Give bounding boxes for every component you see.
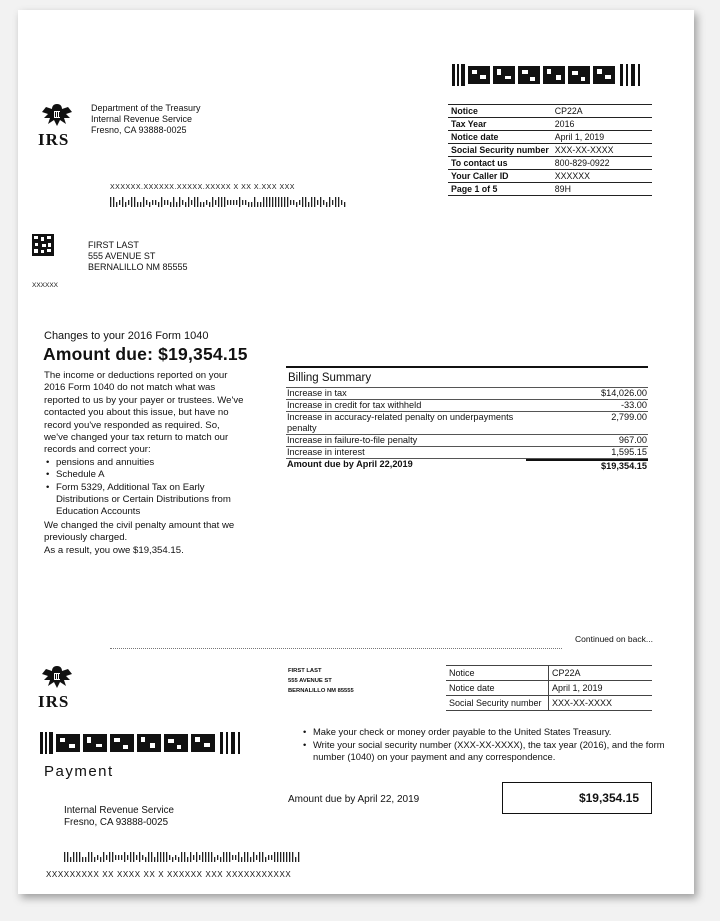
postal-bar [244,852,245,862]
postal-bar [113,197,114,207]
notice-row-label: Tax Year [448,118,552,131]
payment-title: Payment [44,763,114,780]
postal-bar [122,197,123,207]
billing-row [286,447,648,459]
mail-code: XXXXXX.XXXXXX.XXXXX.XXXXX X XX X.XXX XXX [110,184,295,191]
billing-row-label: Increase in interest [287,447,365,457]
postal-bar [338,197,339,207]
postal-bar [179,197,180,207]
postal-bar [70,857,71,862]
postal-bar [175,855,176,860]
postal-bar [250,857,251,862]
instruction-item: • Write your social security number (XXX-XX-XXXX), the tax year (2016), and the form number (1040) on your payment and any correspondence. [313,739,665,764]
stub-barcode-graphic [40,732,244,754]
billing-summary-title: Billing Summary [286,366,648,388]
postal-bar [269,197,270,207]
postal-bar [76,852,77,862]
postal-bar [251,202,252,207]
postal-bar [173,197,174,207]
postal-barcode [110,194,350,212]
postal-bar [223,852,224,862]
postal-bar [289,852,290,862]
irs-logo-text: IRS [38,130,70,149]
billing-row-amount: 2,799.00 [611,412,647,422]
postal-bar [218,197,219,207]
postal-bar [215,200,216,205]
postal-bar [143,197,144,207]
postal-bar [199,855,200,860]
postal-bar [97,855,98,860]
postal-bar [64,852,65,862]
stub-due-amount: $19,354.15 [578,791,639,805]
postal-bar [287,197,288,207]
postal-bar [196,852,197,862]
postal-bar [193,855,194,860]
postal-bar [124,852,125,862]
postal-bar [335,197,336,207]
postal-bar [155,200,156,205]
postal-bar [248,202,249,207]
recipient-city: BERNALILLO NM 85555 [88,262,188,272]
billing-row [286,400,648,412]
postal-bar [295,857,296,862]
postal-bar [167,200,168,205]
notice-page [18,10,694,894]
stub-row-value: XXX-XX-XXXX [549,696,653,711]
billing-summary [286,366,648,471]
stub-row [446,666,652,681]
postal-bar [188,197,189,207]
billing-row-amount: 967.00 [618,435,647,445]
notice-row-label: Notice date [448,131,552,144]
postal-bar [185,202,186,207]
billing-row [286,412,648,435]
stub-row-label: Notice [446,666,549,681]
postal-bar [112,852,113,862]
postal-bar [137,202,138,207]
postal-bar [146,200,147,205]
stub-bottom-code: XXXXXXXXX XX XXXX XX X XXXXXX XXX XXXXXXXXXXX [46,870,292,879]
postal-bar [268,855,269,860]
postal-bar [136,855,137,860]
postal-bar [232,855,233,860]
postal-bar [236,200,237,205]
postal-bar [125,202,126,207]
postal-bar [245,200,246,205]
postal-bar [256,855,257,860]
eagle-icon [38,102,76,128]
postal-bar [127,855,128,860]
notice-row-label: Your Caller ID [448,170,552,183]
postal-bar [194,197,195,207]
postal-bar [151,852,152,862]
notice-row [448,131,652,144]
postal-bar [329,197,330,207]
postal-bar [227,200,228,205]
postal-bar [341,200,342,205]
postal-bar [181,852,182,862]
postal-bar [247,852,248,862]
postal-bar [163,852,164,862]
postal-bar [275,197,276,207]
postal-bar [266,197,267,207]
postal-bar [254,197,255,207]
postal-bar [130,852,131,862]
postal-bar [298,852,299,862]
sender-line-1: Department of the Treasury [91,103,201,113]
notice-row-label: Notice [448,105,552,118]
notice-row-value: XXXXXX [552,170,652,183]
billing-row [286,435,648,447]
billing-row-amount: -33.00 [620,400,647,410]
postal-bar [299,200,300,205]
sender-line-3: Fresno, CA 93888-0025 [91,125,187,135]
postal-bar [110,197,111,207]
postal-bar [118,855,119,860]
postal-bar [224,197,225,207]
payment-instructions [301,726,665,764]
postal-bar [164,200,165,205]
postal-bar [211,852,212,862]
datamatrix-code [32,234,54,261]
postal-bar [200,202,201,207]
postal-bar [253,852,254,862]
postal-bar [220,857,221,862]
return-address [64,805,174,829]
amount-enclosed-box[interactable] [502,782,652,814]
postal-bar [212,197,213,207]
postal-bar [152,200,153,205]
stub-due-label: Amount due by April 22, 2019 [288,794,420,805]
billing-row [286,388,648,400]
postal-bar [166,852,167,862]
result-text: As a result, you owe $19,354.15. [44,544,184,556]
postal-bar [209,202,210,207]
notice-info-table [448,104,652,196]
return-line-1: Internal Revenue Service [64,805,175,816]
postal-bar [161,197,162,207]
postal-bar [158,202,159,207]
recipient-street: 555 AVENUE ST [88,251,156,261]
postal-bar [283,852,284,862]
postal-bar [257,202,258,207]
stub-addr-city: BERNALILLO NM 85555 [288,688,354,694]
postal-bar [88,852,89,862]
perforation-line [110,648,562,649]
postal-bar [235,855,236,860]
postal-bar [178,857,179,862]
notice-row [448,105,652,118]
list-item: • pensions and annuities [56,457,244,469]
stub-row [446,696,652,711]
postal-bar [293,200,294,205]
body-paragraph: The income or deductions reported on your 2016 Form 1040 do not match what was reported to us by your payer or trustees. We've contacted you about this issue, but have no record you've responded as required. So, we've changed your tax return to match our records and correct your: [44,370,244,456]
postal-bar [197,197,198,207]
stub-row-value: April 1, 2019 [549,681,653,696]
sender-address [91,103,201,136]
postal-bar [91,852,92,862]
postal-bar [106,855,107,860]
postal-bar [230,200,231,205]
stub-row-value: CP22A [549,666,653,681]
postal-bar [149,202,150,207]
corrected-items-list [44,457,244,519]
postal-bar [142,855,143,860]
postal-bar [157,852,158,862]
billing-total-amount: $19,354.15 [601,461,647,471]
postal-bar [221,197,222,207]
postal-bar [272,197,273,207]
billing-row-label: Increase in accuracy-related penalty on underpayments penalty [287,412,514,433]
notice-row-value: CP22A [552,105,652,118]
notice-body [44,370,244,557]
postal-bar [206,200,207,205]
stub-addr-name: FIRST LAST [288,668,322,674]
postal-bar [103,852,104,862]
postal-bar [190,852,191,862]
postal-bar [176,202,177,207]
billing-summary-rows [286,388,648,459]
billing-row-amount: 1,595.15 [611,447,647,457]
postal-bar [187,857,188,862]
postal-bar [271,855,272,860]
postal-barcode-graphic [110,197,350,207]
top-barcode [452,64,652,86]
sender-line-2: Internal Revenue Service [91,114,193,124]
postal-bar [85,857,86,862]
notice-row-label: Page 1 of 5 [448,183,552,196]
billing-row-label: Increase in tax [287,388,347,398]
continued-note: Continued on back... [575,634,653,644]
postal-bar [241,857,242,862]
postal-bar [154,857,155,862]
recipient-name: FIRST LAST [88,240,139,250]
postal-bar [205,852,206,862]
postal-bar [160,852,161,862]
postal-bar [292,852,293,862]
stub-postal-barcode [64,849,304,867]
notice-row [448,118,652,131]
postal-bar [116,202,117,207]
notice-row-label: To contact us [448,157,552,170]
notice-row-label: Social Security number [448,144,552,157]
notice-row [448,157,652,170]
stub-row-label: Notice date [446,681,549,696]
postal-bar [239,197,240,207]
postal-bar [280,852,281,862]
postal-bar [226,852,227,862]
postal-bar [233,200,234,205]
postal-bar [73,852,74,862]
return-line-2: Fresno, CA 93888-0025 [64,817,169,828]
recipient-address [88,240,188,273]
postal-bar [263,197,264,207]
postal-bar [320,197,321,207]
postal-bar [238,852,239,862]
postal-bar [259,852,260,862]
postal-bar [79,852,80,862]
postal-bar [67,852,68,862]
barcode-graphic [452,64,652,86]
billing-row-label: Increase in failure-to-file penalty [287,435,418,445]
postal-bar [119,200,120,205]
stub-notice-table [446,665,652,711]
stub-irs-logo [38,664,80,712]
notice-row-value: 89H [552,183,652,196]
postal-bar [109,852,110,862]
notice-row-value: April 1, 2019 [552,131,652,144]
postal-bar [317,200,318,205]
penalty-text: We changed the civil penalty amount that we previously charged. [44,519,235,544]
postal-bar [278,197,279,207]
postal-bar [277,852,278,862]
list-item: • Schedule A [56,469,244,481]
postal-bar [182,200,183,205]
postal-bar [203,202,204,207]
notice-row [448,144,652,157]
postal-bar [202,852,203,862]
notice-row-value: XXX-XX-XXXX [552,144,652,157]
postal-bar [314,197,315,207]
notice-subheading: Changes to your 2016 Form 1040 [44,330,209,342]
postal-bar [115,855,116,860]
datamatrix-graphic [32,234,54,256]
postal-bar [332,200,333,205]
postal-bar [305,197,306,207]
postal-bar [128,200,129,205]
billing-total-row [526,459,648,471]
postal-bar [229,852,230,862]
postal-bar [94,857,95,862]
postal-bar [323,200,324,205]
postal-bar [170,202,171,207]
postal-bar [308,202,309,207]
postal-bar [148,852,149,862]
postal-bar [82,857,83,862]
postal-bar [208,852,209,862]
postal-bar [191,200,192,205]
postal-bar [131,197,132,207]
postal-bar [242,200,243,205]
postal-bar [217,855,218,860]
postal-bar [260,202,261,207]
postal-bar [121,855,122,860]
postal-bar [281,197,282,207]
stub-row-label: Social Security number [446,696,549,711]
irs-logo [38,102,80,150]
postal-bar [311,197,312,207]
notice-row [448,170,652,183]
stub-addr-street: 555 AVENUE ST [288,678,332,684]
stub-barcode [40,732,244,754]
postal-bar [172,857,173,862]
postal-bar [134,197,135,207]
postal-bar [284,197,285,207]
postal-bar [145,857,146,862]
postal-bar [133,852,134,862]
postal-bar [265,857,266,862]
recipient-code: XXXXXX [32,282,59,289]
amount-due-heading: Amount due: $19,354.15 [43,344,248,364]
stub-irs-logo-text: IRS [38,692,70,711]
stub-address [288,666,354,696]
notice-row-value: 800-829-0922 [552,157,652,170]
postal-bar [296,202,297,207]
postal-bar [326,202,327,207]
stub-postal-barcode-graphic [64,852,304,862]
postal-bar [344,202,345,207]
postal-bar [169,855,170,860]
notice-row [448,183,652,196]
billing-total-label: Amount due by April 22,2019 [287,459,413,469]
billing-row-label: Increase in credit for tax withheld [287,400,422,410]
postal-bar [214,857,215,862]
postal-bar [139,852,140,862]
postal-bar [140,202,141,207]
postal-bar [286,852,287,862]
postal-bar [302,197,303,207]
notice-row-value: 2016 [552,118,652,131]
stub-row [446,681,652,696]
postal-bar [274,852,275,862]
postal-bar [262,852,263,862]
list-item: • Form 5329, Additional Tax on Early Distributions or Certain Distributions from Education Accounts [56,482,244,519]
stub-eagle-icon [38,664,76,690]
postal-bar [100,857,101,862]
instruction-item: • Make your check or money order payable to the United States Treasury. [313,726,665,739]
billing-row-amount: $14,026.00 [601,388,647,398]
postal-bar [290,200,291,205]
postal-bar [184,852,185,862]
